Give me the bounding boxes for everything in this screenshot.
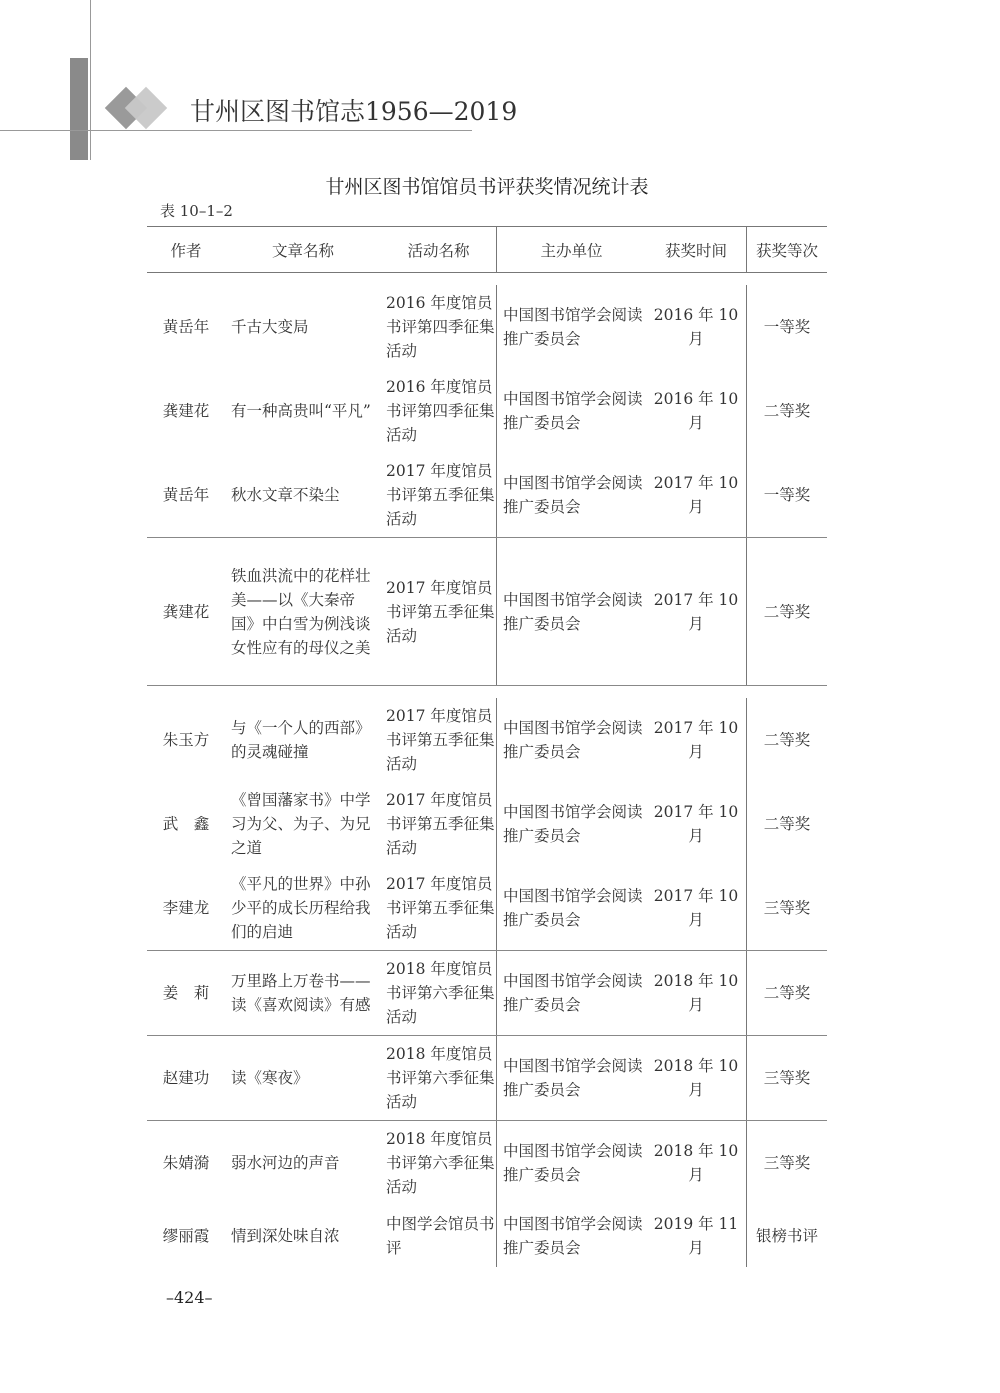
award-table: [147, 226, 827, 1267]
cell-organizer: [496, 285, 646, 369]
table-row: [147, 1036, 827, 1120]
activity-text: 2017 年度馆员书评第五季征集活动: [386, 707, 495, 773]
cell-author: [147, 538, 225, 685]
cell-time: [646, 369, 746, 453]
cell-activity: [381, 538, 496, 685]
title-text: 情到深处味自浓: [231, 1227, 340, 1245]
cell-author: [147, 1121, 225, 1205]
table-row: [147, 285, 827, 369]
cell-activity: [381, 866, 496, 950]
organizer-text: 中国图书馆学会阅读推广委员会: [503, 390, 643, 432]
author-text: 武 鑫: [162, 815, 210, 833]
table-header: [147, 227, 827, 272]
award-text: 三等奖: [763, 1069, 811, 1087]
cell-activity: [381, 285, 496, 369]
cell-award: [746, 369, 827, 453]
table-row: [147, 698, 827, 782]
author-text: 黄岳年: [162, 318, 210, 336]
cell-activity: [381, 782, 496, 866]
title-text: 有一种高贵叫“平凡”: [231, 402, 371, 420]
cell-title: [225, 1205, 381, 1267]
title-text: 铁血洪流中的花样壮美——以《大秦帝国》中白雪为例浅谈女性应有的母仪之美: [231, 566, 371, 657]
cell-award: [746, 1036, 827, 1120]
author-text: 姜 莉: [162, 984, 210, 1002]
cell-award: [746, 1121, 827, 1205]
cell-title: [225, 866, 381, 950]
cell-organizer: [496, 951, 646, 1035]
activity-text: 2016 年度馆员书评第四季征集活动: [386, 378, 495, 444]
time-text: 2016 年 10 月: [653, 390, 739, 432]
cell-activity: [381, 1121, 496, 1205]
cell-title: [225, 782, 381, 866]
cell-author: [147, 369, 225, 453]
table-row: [147, 1121, 827, 1205]
award-text: 二等奖: [763, 815, 811, 833]
cell-award: [746, 698, 827, 782]
col-header-award: 获奖等次: [746, 227, 827, 272]
table-row: [147, 951, 827, 1035]
page-number: –424–: [166, 1288, 213, 1307]
title-text: 千古大变局: [231, 318, 309, 336]
cell-award: [746, 285, 827, 369]
cell-activity: [381, 1036, 496, 1120]
col-header-title: 文章名称: [271, 241, 334, 260]
header-rule: [0, 130, 472, 131]
author-text: 赵建功: [162, 1069, 210, 1087]
activity-text: 2017 年度馆员书评第五季征集活动: [386, 462, 495, 528]
col-header-time: 获奖时间: [664, 241, 727, 260]
cell-time: [646, 866, 746, 950]
cell-organizer: [496, 782, 646, 866]
activity-text: 2016 年度馆员书评第四季征集活动: [386, 294, 495, 360]
award-text: 银榜书评: [755, 1227, 818, 1245]
cell-organizer: [496, 453, 646, 537]
organizer-text: 中国图书馆学会阅读推广委员会: [503, 590, 643, 633]
cell-title: [225, 698, 381, 782]
activity-text: 2017 年度馆员书评第五季征集活动: [386, 875, 495, 941]
time-text: 2017 年 10 月: [653, 719, 739, 761]
award-text: 一等奖: [763, 486, 811, 504]
award-text: 二等奖: [763, 984, 811, 1002]
author-text: 缪丽霞: [162, 1227, 210, 1245]
time-text: 2018 年 10 月: [653, 1142, 739, 1184]
cell-award: [746, 453, 827, 537]
cell-title: [225, 369, 381, 453]
organizer-text: 中国图书馆学会阅读推广委员会: [503, 1142, 643, 1184]
cell-award: [746, 866, 827, 950]
activity-text: 2018 年度馆员书评第六季征集活动: [386, 1045, 495, 1111]
cell-award: [746, 951, 827, 1035]
time-text: 2018 年 10 月: [653, 1057, 739, 1099]
table-row: [147, 1205, 827, 1267]
cell-author: [147, 453, 225, 537]
table-row: [147, 782, 827, 866]
cell-author: [147, 1036, 225, 1120]
award-text: 二等奖: [763, 602, 811, 621]
margin-line: [90, 0, 91, 160]
organizer-text: 中国图书馆学会阅读推广委员会: [503, 719, 643, 761]
cell-time: [646, 538, 746, 685]
activity-text: 2018 年度馆员书评第六季征集活动: [386, 960, 495, 1026]
activity-text: 2017 年度馆员书评第五季征集活动: [386, 791, 495, 857]
cell-title: [225, 1036, 381, 1120]
cell-time: [646, 782, 746, 866]
award-text: 二等奖: [763, 731, 811, 749]
table-number: 表 10–1–2: [160, 202, 233, 220]
organizer-text: 中国图书馆学会阅读推广委员会: [503, 803, 643, 845]
time-text: 2019 年 11 月: [653, 1215, 739, 1257]
table-body: [147, 285, 827, 1267]
cell-organizer: [496, 698, 646, 782]
cell-author: [147, 1205, 225, 1267]
activity-text: 中图学会馆员书评: [386, 1215, 495, 1257]
title-text: 《平凡的世界》中孙少平的成长历程给我们的启迪: [231, 875, 371, 941]
time-text: 2018 年 10 月: [653, 972, 739, 1014]
organizer-text: 中国图书馆学会阅读推广委员会: [503, 887, 643, 929]
cell-award: [746, 782, 827, 866]
table-title: 甘州区图书馆馆员书评获奖情况统计表: [325, 176, 649, 198]
cell-award: [746, 538, 827, 685]
row-separator: [147, 685, 827, 686]
cell-time: [646, 453, 746, 537]
title-text: 万里路上万卷书——读《喜欢阅读》有感: [231, 972, 371, 1014]
col-header-activity: 活动名称: [407, 241, 470, 260]
author-text: 龚建花: [162, 402, 210, 420]
organizer-text: 中国图书馆学会阅读推广委员会: [503, 1215, 643, 1257]
cell-organizer: [496, 1205, 646, 1267]
cell-activity: [381, 951, 496, 1035]
author-text: 黄岳年: [162, 486, 210, 504]
col-header-author: 作者: [170, 241, 202, 260]
cell-activity: [381, 698, 496, 782]
organizer-text: 中国图书馆学会阅读推广委员会: [503, 1057, 643, 1099]
table-row: [147, 453, 827, 537]
organizer-text: 中国图书馆学会阅读推广委员会: [503, 972, 643, 1014]
title-text: 秋水文章不染尘: [231, 486, 340, 504]
table-row: [147, 369, 827, 453]
cell-time: [646, 1036, 746, 1120]
running-head: 甘州区图书馆志1956—2019: [190, 97, 518, 126]
cell-author: [147, 698, 225, 782]
cell-title: [225, 538, 381, 685]
cell-title: [225, 1121, 381, 1205]
cell-time: [646, 698, 746, 782]
cell-organizer: [496, 538, 646, 685]
activity-text: 2018 年度馆员书评第六季征集活动: [386, 1130, 495, 1196]
time-text: 2016 年 10 月: [653, 306, 739, 348]
cell-organizer: [496, 1036, 646, 1120]
award-text: 一等奖: [763, 318, 811, 336]
organizer-text: 中国图书馆学会阅读推广委员会: [503, 306, 643, 348]
cell-time: [646, 951, 746, 1035]
cell-author: [147, 782, 225, 866]
cell-activity: [381, 369, 496, 453]
award-text: 三等奖: [763, 1154, 811, 1172]
cell-organizer: [496, 866, 646, 950]
cell-title: [225, 285, 381, 369]
activity-text: 2017 年度馆员书评第五季征集活动: [386, 578, 495, 645]
organizer-text: 中国图书馆学会阅读推广委员会: [503, 474, 643, 516]
margin-bar: [70, 58, 88, 160]
col-header-organizer: 主办单位: [496, 227, 646, 272]
title-text: 弱水河边的声音: [231, 1154, 340, 1172]
cell-author: [147, 866, 225, 950]
cell-time: [646, 1121, 746, 1205]
author-text: 朱玉方: [162, 731, 210, 749]
title-text: 与《一个人的西部》的灵魂碰撞: [231, 719, 371, 761]
author-text: 朱婧漪: [162, 1154, 210, 1172]
cell-organizer: [496, 1121, 646, 1205]
cell-award: [746, 1205, 827, 1267]
cell-time: [646, 285, 746, 369]
author-text: 龚建花: [162, 602, 210, 621]
time-text: 2017 年 10 月: [653, 474, 739, 516]
cell-title: [225, 951, 381, 1035]
cell-activity: [381, 453, 496, 537]
award-text: 三等奖: [763, 899, 811, 917]
table-row: [147, 866, 827, 950]
author-text: 李建龙: [162, 899, 210, 917]
time-text: 2017 年 10 月: [653, 590, 739, 633]
time-text: 2017 年 10 月: [653, 803, 739, 845]
table-row: [147, 538, 827, 685]
cell-author: [147, 285, 225, 369]
cell-activity: [381, 1205, 496, 1267]
cell-organizer: [496, 369, 646, 453]
award-text: 二等奖: [763, 402, 811, 420]
title-text: 《曾国藩家书》中学习为父、为子、为兄之道: [231, 791, 371, 857]
title-text: 读《寒夜》: [231, 1069, 309, 1087]
cell-author: [147, 951, 225, 1035]
table-header-rule: [147, 272, 827, 273]
cell-title: [225, 453, 381, 537]
cell-time: [646, 1205, 746, 1267]
time-text: 2017 年 10 月: [653, 887, 739, 929]
